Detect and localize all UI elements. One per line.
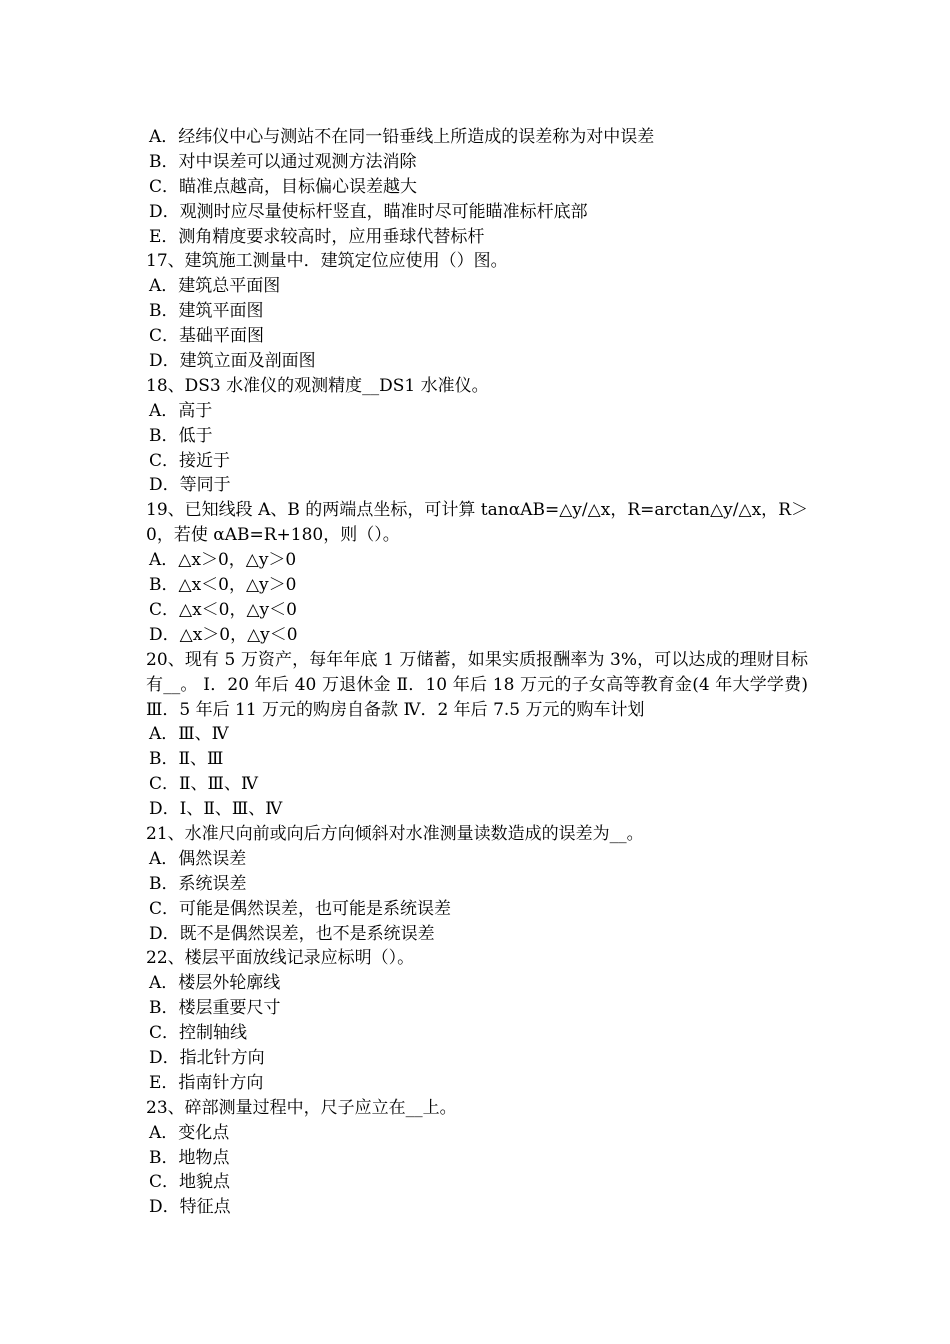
option-text: A．Ⅲ、Ⅳ — [149, 724, 229, 745]
option-text: D．建筑立面及剖面图 — [149, 351, 316, 372]
question-text: 22、楼层平面放线记录应标明（）。 — [146, 948, 415, 969]
question-text: 19、已知线段 A、B 的两端点坐标，可计算 tanαAB=△y/△x，R=arctan△y/△x，R＞0，若使 αAB=R+180，则（）。 — [146, 500, 808, 546]
option-text: C．可能是偶然误差，也可能是系统误差 — [149, 898, 452, 919]
question-text: 21、水准尺向前或向后方向倾斜对水准测量读数造成的误差为__。 — [146, 824, 644, 845]
document-page — [146, 125, 808, 1220]
option-text: C．Ⅱ、Ⅲ、Ⅳ — [149, 774, 258, 795]
option-text: E．指南针方向 — [149, 1072, 264, 1093]
option-text: B．系统误差 — [149, 873, 247, 894]
option-text: D．指北针方向 — [149, 1048, 265, 1069]
option-text: B．对中误差可以通过观测方法消除 — [149, 151, 417, 172]
option-text: D．等同于 — [149, 475, 231, 496]
option-text: A．高于 — [149, 400, 213, 421]
option-text: C．接近于 — [149, 450, 231, 471]
option-text: C．△x＜0，△y＜0 — [149, 599, 297, 620]
option-text: A．建筑总平面图 — [149, 276, 281, 297]
option-text: C．地貌点 — [149, 1172, 231, 1193]
option-text: A．变化点 — [149, 1122, 230, 1143]
option-text: B．低于 — [149, 425, 213, 446]
option-text: C．基础平面图 — [149, 326, 265, 347]
option-text: D．观测时应尽量使标杆竖直，瞄准时尽可能瞄准标杆底部 — [149, 201, 588, 222]
option-text: B．楼层重要尺寸 — [149, 998, 281, 1019]
option-text: E．测角精度要求较高时，应用垂球代替标杆 — [149, 226, 485, 247]
option-text: B．地物点 — [149, 1147, 230, 1168]
option-text: D．特征点 — [149, 1197, 231, 1218]
option-text: C．控制轴线 — [149, 1023, 248, 1044]
question-text: 20、现有 5 万资产，每年年底 1 万储蓄，如果实质报酬率为 3%，可以达成的理财目标有__。 Ⅰ．20 年后 40 万退休金 Ⅱ．10 年后 18 万元的子女高等教育金(4 年大学学费) Ⅲ．5 年后 11 万元的购房自备款 Ⅳ．2 年后 7.5 万元的购车计划 — [146, 649, 808, 720]
question-text: 23、碎部测量过程中，尺子应立在__上。 — [146, 1097, 457, 1118]
option-text: C．瞄准点越高，目标偏心误差越大 — [149, 176, 418, 197]
option-text: D．△x＞0，△y＜0 — [149, 624, 298, 645]
option-text: A．偶然误差 — [149, 848, 247, 869]
option-text: D．Ⅰ、Ⅱ、Ⅲ、Ⅳ — [149, 799, 283, 820]
question-text: 17、建筑施工测量中．建筑定位应使用（）图。 — [146, 251, 508, 272]
option-text: D．既不是偶然误差，也不是系统误差 — [149, 923, 435, 944]
option-text: A．经纬仪中心与测站不在同一铅垂线上所造成的误差称为对中误差 — [149, 127, 655, 147]
option-text: B．△x＜0，△y＞0 — [149, 575, 297, 596]
question-text: 18、DS3 水准仪的观测精度__DS1 水准仪。 — [146, 375, 489, 396]
option-text: B．Ⅱ、Ⅲ — [149, 749, 224, 770]
option-text: B．建筑平面图 — [149, 301, 264, 322]
option-text: A．△x＞0，△y＞0 — [149, 550, 297, 571]
option-text: A．楼层外轮廓线 — [149, 973, 281, 994]
